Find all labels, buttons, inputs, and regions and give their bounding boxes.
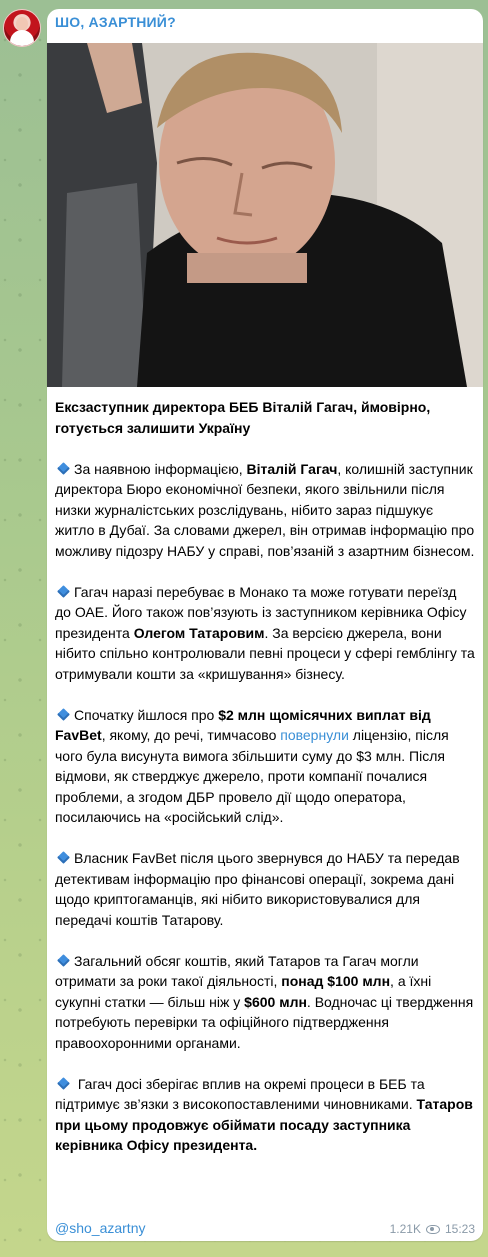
view-count: 1.21K	[389, 1222, 421, 1236]
message-meta	[390, 1222, 475, 1236]
post-photo[interactable]	[47, 43, 483, 387]
small-blue-diamond-icon	[57, 585, 70, 598]
channel-handle-link[interactable]: @sho_azartny	[55, 1220, 146, 1236]
post-headline: Ексзаступник директора БЕБ Віталій Гагач, ймовірно, готується залишити Україну	[55, 399, 431, 436]
paragraph-4: Власник FavBet після цього звернувся до НАБУ та передав детективам інформацію про фінансові операції, зокрема дані щодо криптогаманців, які нібито використовувалися для передачі коштів Татарову.	[55, 850, 460, 928]
paragraph-5: Загальний обсяг коштів, який Татаров та Гагач могли отримати за роки такої діяльності, понад $100 млн, а їхні сукупні статки — більш ніж у $600 млн. Водночас ці твердження потребують перевірки та офіційного підтвердження правоохоронними органами.	[55, 952, 474, 1051]
paragraph-6: Гагач досі зберігає вплив на окремі процеси в БЕБ та підтримує зв’язки з високопоставленими чиновниками. Татаров при цьому продовжує обіймати посаду заступника керівника Офісу президента.	[55, 1075, 473, 1153]
small-blue-diamond-icon	[57, 708, 70, 721]
small-blue-diamond-icon	[57, 1077, 70, 1090]
avatar-face	[16, 17, 28, 31]
paragraph-1: За наявною інформацією, Віталій Гагач, колишній заступник директора Бюро економічної безпеки, якого звільнили після низки журналістських розслідувань, нібито зараз підшукує житло в Дубаї. За словами джерел, він отримав інформацію про можливу підозру НАБУ у справі, пов’язаній з азартним бізнесом.	[55, 460, 475, 559]
avatar-body	[10, 30, 34, 47]
small-blue-diamond-icon	[57, 462, 70, 475]
small-blue-diamond-icon	[57, 851, 70, 864]
channel-avatar[interactable]	[3, 9, 41, 47]
eye-icon	[426, 1225, 440, 1234]
paragraph-2: Гагач наразі перебуває в Монако та може готувати переїзд до ОАЕ. Його також пов’язують із заступником керівника Офісу президента Олегом Татаровим. За версією джерела, вони нібито спільно контролювали певні процеси у сфері гемблінгу та отримували кошти за «кришування» бізнесу.	[55, 583, 475, 682]
photo-illustration	[47, 43, 483, 387]
returned-license-link[interactable]: повернули	[280, 727, 349, 743]
post-text	[55, 397, 475, 1176]
message-bubble	[47, 9, 483, 1241]
paragraph-3: Спочатку йшлося про $2 млн щомісячних виплат від FavBet, якому, до речі, тимчасово повернули ліцензію, після чого була висунута вимога збільшити суму до $3 млн. Після відмови, як стверджує джерело, проти компанії почалися проблеми, а згодом ДБР провело дії щодо оператора, посилаючись на «російський слід».	[55, 706, 449, 825]
small-blue-diamond-icon	[57, 954, 70, 967]
channel-name[interactable]: ШО, АЗАРТНИЙ?	[55, 14, 176, 30]
message-time: 15:23	[444, 1222, 475, 1236]
